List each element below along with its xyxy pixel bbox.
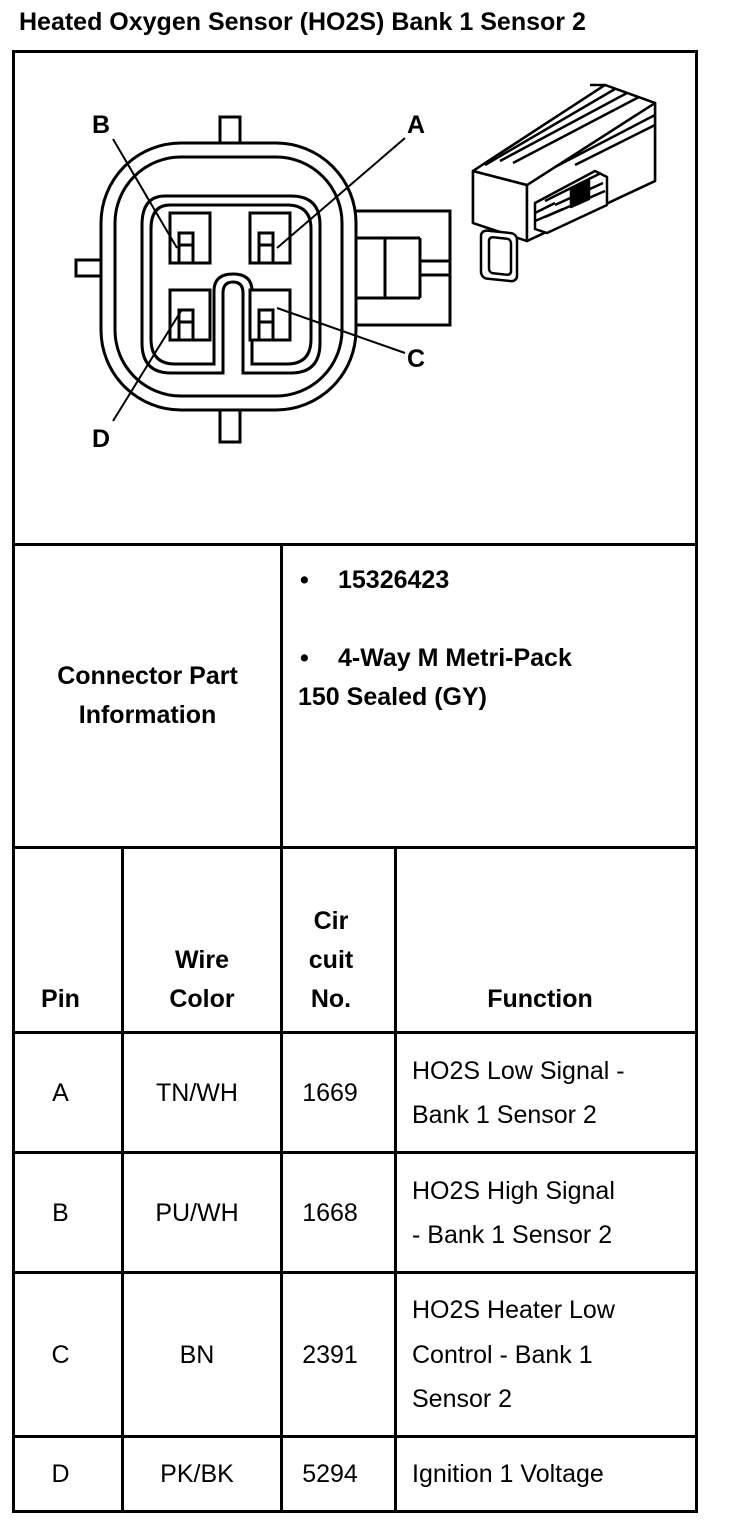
header-function [397,980,683,1019]
row-c-function-line3: Sensor 2 [412,1385,513,1413]
row-c-function-line2: Control - Bank 1 [412,1341,593,1369]
terminal-b [170,213,210,263]
part-number: 15326423 [338,566,450,594]
row-d-wire: PK/BK [160,1460,234,1488]
bullet-description: • [300,644,309,672]
divider-diagram [12,543,698,546]
row-c-circuit: 2391 [302,1341,358,1369]
bottom-tab [220,410,240,442]
divider-row-a [12,1151,698,1154]
divider-circuit-col [394,846,397,1513]
divider-part-info [12,846,698,849]
row-a-wire: TN/WH [156,1079,238,1107]
connector-isometric-view [473,85,655,282]
terminal-d [170,290,210,340]
bullet-part-number: • [300,566,309,594]
top-tab [220,117,240,143]
row-a-function-line1: HO2S Low Signal - [412,1057,625,1085]
row-c-wire: BN [179,1341,215,1369]
row-b-pin: B [52,1199,69,1227]
header-pin [15,980,106,1019]
header-wire-color [124,941,280,1019]
connector-part-label [15,657,280,735]
row-a-pin: A [52,1079,69,1107]
row-c-function-line1: HO2S Heater Low [412,1296,615,1324]
pin-label-a: A [407,111,426,139]
row-b-function-line2: - Bank 1 Sensor 2 [412,1221,613,1249]
row-d-function-line1: Ignition 1 Voltage [412,1460,604,1488]
connector-part-label-line2: Information [78,701,217,729]
divider-header [12,1031,698,1034]
terminal-c [250,290,290,340]
pin-label-c: C [407,345,426,373]
row-a-circuit: 1669 [302,1079,358,1107]
pin-label-d: D [92,425,111,453]
divider-row-c [12,1435,698,1438]
header-circuit-line3: No. [310,985,352,1013]
part-description-line1: 4-Way M Metri-Pack [338,644,572,672]
latch-housing [345,211,450,325]
connector-part-label-line1: Connector Part [57,662,238,690]
page-title: Heated Oxygen Sensor (HO2S) Bank 1 Sensor 2 [19,8,586,36]
header-pin-label: Pin [41,985,80,1013]
connector-face-diagram [15,53,695,543]
header-wire-line2: Color [169,985,235,1013]
row-d-pin: D [51,1460,70,1488]
left-tab [76,260,101,276]
row-b-wire: PU/WH [155,1199,239,1227]
row-c-pin: C [51,1341,70,1369]
pin-label-b: B [92,111,111,139]
part-description-line2: 150 Sealed (GY) [298,683,487,711]
row-a-function-line2: Bank 1 Sensor 2 [412,1101,597,1129]
header-circuit-line1: Cir [313,907,349,935]
row-b-function-line1: HO2S High Signal [412,1177,615,1205]
header-wire-line1: Wire [175,946,229,974]
terminal-a [250,213,290,263]
header-circuit-line2: cuit [308,946,354,974]
row-d-circuit: 5294 [302,1460,358,1488]
header-circuit [283,902,379,1019]
row-b-circuit: 1668 [302,1199,358,1227]
header-function-label: Function [487,985,593,1013]
divider-row-b [12,1271,698,1274]
